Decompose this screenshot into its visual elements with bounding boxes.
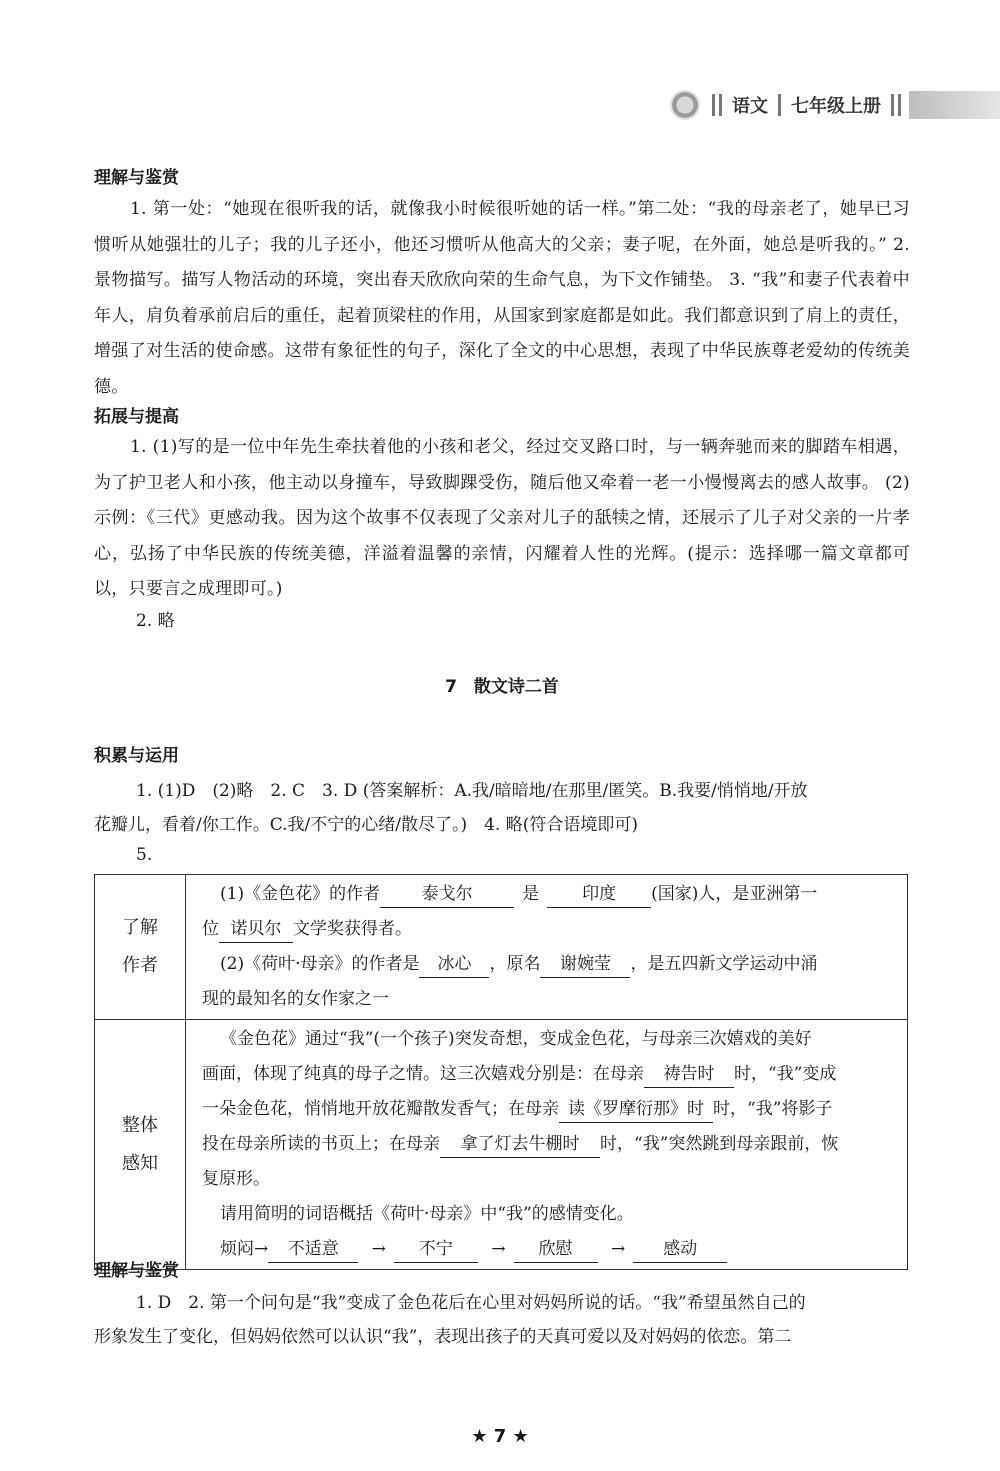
table-line: 《金色花》通过“我”(一个孩子)突发奇想，变成金色花，与母亲三次嬉戏的美好	[220, 1029, 812, 1049]
text: 一朵金色花，悄悄地开放花瓣散发香气；在母亲	[202, 1099, 559, 1119]
table-row	[95, 875, 908, 1020]
answer-table	[94, 874, 908, 1270]
table-line	[202, 1232, 899, 1267]
header-divider	[891, 94, 894, 116]
text: (1)《金色花》的作者	[220, 884, 381, 904]
fill-answer: 印度	[547, 881, 651, 908]
header-divider	[719, 94, 722, 116]
page-header	[670, 86, 1000, 124]
text: ，是五四新文学运动中涌	[630, 954, 818, 974]
header-subject: 语文	[732, 96, 768, 117]
section-title: 积累与运用	[94, 746, 179, 766]
header-gradient-bar	[909, 91, 1000, 119]
fill-answer: 不宁	[394, 1236, 478, 1263]
answer-item: 5.	[136, 845, 153, 865]
row-label	[95, 1020, 186, 1270]
row-label-line: 整体	[122, 1114, 158, 1136]
text: 时，“我”将影子	[713, 1099, 833, 1119]
fill-answer: 欣慰	[514, 1236, 598, 1263]
section-title: 理解与鉴赏	[94, 168, 179, 188]
text: ，原名	[489, 954, 541, 974]
row-label	[95, 875, 186, 1020]
text: 时，“我”突然跳到母亲跟前，恢	[600, 1134, 839, 1154]
answer-line: 花瓣儿，看着/你工作。C.我/不宁的心绪/散尽了。) 4. 略(符合语境即可)	[94, 815, 639, 835]
fill-answer: 谢婉莹	[540, 951, 630, 978]
table-line: 请用简明的词语概括《荷叶·母亲》中“我”的感情变化。	[220, 1204, 634, 1224]
table-line	[202, 1057, 899, 1092]
answer-line: 1. D 2. 第一个问句是“我”变成了金色花后在心里对妈妈所说的话。“我”希望虽然自己的	[136, 1293, 806, 1313]
header-divider	[898, 94, 901, 116]
header-divider	[778, 94, 781, 116]
table-line	[202, 1127, 899, 1162]
table-cell	[186, 1020, 908, 1270]
answer-item: 2. 略	[136, 611, 175, 631]
fill-answer: 诺贝尔	[219, 916, 293, 943]
text: (国家)人，是亚洲第一	[651, 884, 818, 904]
fill-answer: 冰心	[419, 951, 489, 978]
header-logo-icon	[670, 90, 700, 120]
text: 位	[202, 919, 219, 939]
table-line: 复原形。	[202, 1169, 270, 1189]
fill-answer: 读《罗摩衍那》时	[559, 1096, 713, 1123]
answer-line: 1. (1)D (2)略 2. C 3. D (答案解析：A.我/暗暗地/在那里/匿笑。B.我要/悄悄地/开放	[136, 781, 808, 801]
header-divider	[712, 94, 715, 116]
row-label-line: 了解	[122, 917, 158, 938]
fill-answer: 祷告时	[644, 1061, 734, 1088]
fill-answer: 感动	[633, 1236, 727, 1263]
arrow: →	[610, 1239, 626, 1259]
page-number: ★ 7 ★	[471, 1426, 529, 1447]
text: 是	[522, 884, 540, 904]
answer-line: 形象发生了变化，但妈妈依然可以认识“我”，表现出孩子的天真可爱以及对妈妈的依恋。第二	[94, 1327, 792, 1347]
table-line	[202, 912, 899, 947]
fill-answer: 拿了灯去牛棚时	[440, 1131, 600, 1158]
text: 时，“我”变成	[734, 1064, 837, 1084]
fill-answer: 不适意	[268, 1236, 358, 1263]
text: 烦闷→	[220, 1239, 269, 1259]
text: (2)《荷叶·母亲》的作者是	[220, 954, 420, 974]
fill-answer: 泰戈尔	[380, 881, 514, 908]
text: 投在母亲所读的书页上；在母亲	[202, 1134, 440, 1154]
section-title: 拓展与提高	[94, 407, 179, 427]
section-paragraph: 1. (1)写的是一位中年先生牵扶着他的小孩和老父，经过交叉路口时，与一辆奔驰而来的脚踏车相遇，为了护卫老人和小孩，他主动以身撞车，导致脚踝受伤，随后他又牵着一老一小慢慢离去的感人故事。 (2)示例：《三代》更感动我。因为这个故事不仅表现了父亲对儿子的舐犊之情，还展示了儿子对父亲的一片孝心，弘扬了中华民族的传统美德，洋溢着温馨的亲情，闪耀着人性的光辉。(提示：选择哪一篇文章都可以，只要言之成理即可。)	[94, 437, 910, 599]
table-cell	[186, 875, 908, 1020]
table-line	[202, 1092, 899, 1127]
arrow: →	[371, 1239, 386, 1259]
text: 文学奖获得者。	[293, 919, 412, 939]
table-line: 现的最知名的女作家之一	[202, 989, 389, 1009]
arrow: →	[491, 1239, 506, 1259]
table-row	[95, 1020, 908, 1270]
section-paragraph: 1. 第一处：“她现在很听我的话，就像我小时候很听她的话一样。”第二处：“我的母亲老了，她早已习惯听从她强壮的儿子；我的儿子还小，他还习惯听从他高大的父亲；妻子呢，在外面，她总是听我的。” 2. 景物描写。描写人物活动的环境，突出春天欣欣向荣的生命气息，为下文作铺垫。 3. “我”和妻子代表着中年人，肩负着承前启后的重任，起着顶梁柱的作用，从国家到家庭都是如此。我们都意识到了肩上的责任，增强了对生活的使命感。这带有象征性的句子，深化了全文的中心思想，表现了中华民族尊老爱幼的传统美德。	[94, 199, 910, 397]
table-line	[202, 947, 899, 982]
text: 画面，体现了纯真的母子之情。这三次嬉戏分别是：在母亲	[202, 1064, 644, 1084]
header-grade: 七年级上册	[791, 96, 881, 117]
row-label-line: 感知	[122, 1152, 158, 1174]
chapter-title: 7 散文诗二首	[445, 677, 559, 697]
table-line	[202, 877, 899, 912]
row-label-line: 作者	[122, 955, 158, 976]
section-title: 理解与鉴赏	[94, 1261, 179, 1281]
